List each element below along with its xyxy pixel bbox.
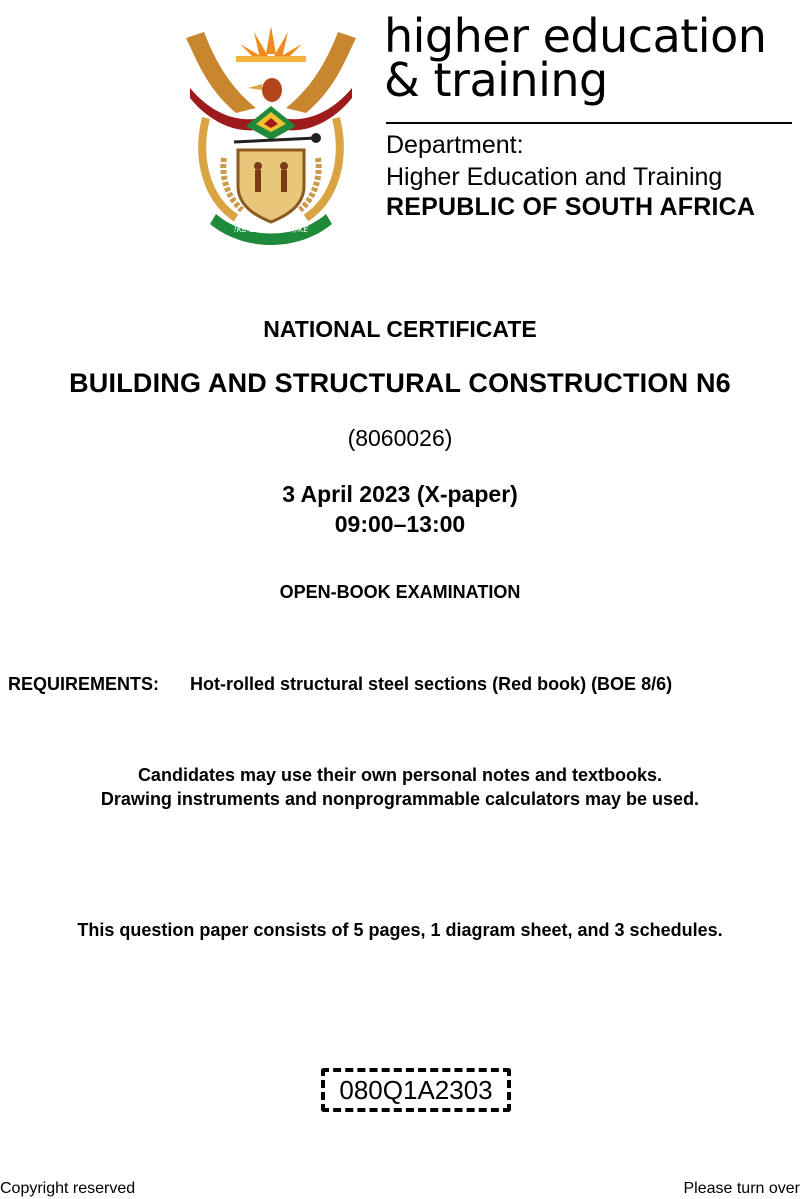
brand-line-2: & training xyxy=(384,53,608,107)
exam-time: 09:00–13:00 xyxy=(334,511,466,537)
instruction-line-1: Candidates may use their own personal notes and textbooks. xyxy=(137,765,663,785)
footer-copyright: Copyright reserved xyxy=(0,1180,136,1197)
coat-of-arms-logo xyxy=(176,18,366,246)
exam-type: OPEN-BOOK EXAMINATION xyxy=(279,582,521,602)
requirements-value: Hot-rolled structural steel sections (Red book) (BOE 8/6) xyxy=(190,674,673,694)
requirements xyxy=(8,674,672,695)
paper-code-box: 080Q1A2303 xyxy=(321,1068,511,1112)
footer-turn-over: Please turn over xyxy=(683,1180,800,1197)
department-name: Higher Education and Training xyxy=(386,163,723,191)
instructions xyxy=(0,763,800,811)
certificate-heading: NATIONAL CERTIFICATE xyxy=(263,316,537,342)
motto-text: !KE E: /XARRA //KE xyxy=(233,225,309,234)
brand-line-1: higher education xyxy=(384,9,767,63)
exam-date-time xyxy=(0,479,800,539)
brand-wordmark xyxy=(384,9,767,107)
requirements-label: REQUIREMENTS: xyxy=(8,674,160,694)
department-label: Department: xyxy=(386,131,524,159)
country-name: REPUBLIC OF SOUTH AFRICA xyxy=(386,193,756,221)
paper-composition: This question paper consists of 5 pages, 1 diagram sheet, and 3 schedules. xyxy=(77,920,723,940)
instruction-line-2: Drawing instruments and nonprogrammable calculators may be used. xyxy=(100,789,700,809)
subject-title: BUILDING AND STRUCTURAL CONSTRUCTION N6 xyxy=(69,368,731,398)
brand-divider xyxy=(386,122,792,124)
exam-date: 3 April 2023 (X-paper) xyxy=(282,481,518,507)
subject-code: (8060026) xyxy=(347,425,453,451)
